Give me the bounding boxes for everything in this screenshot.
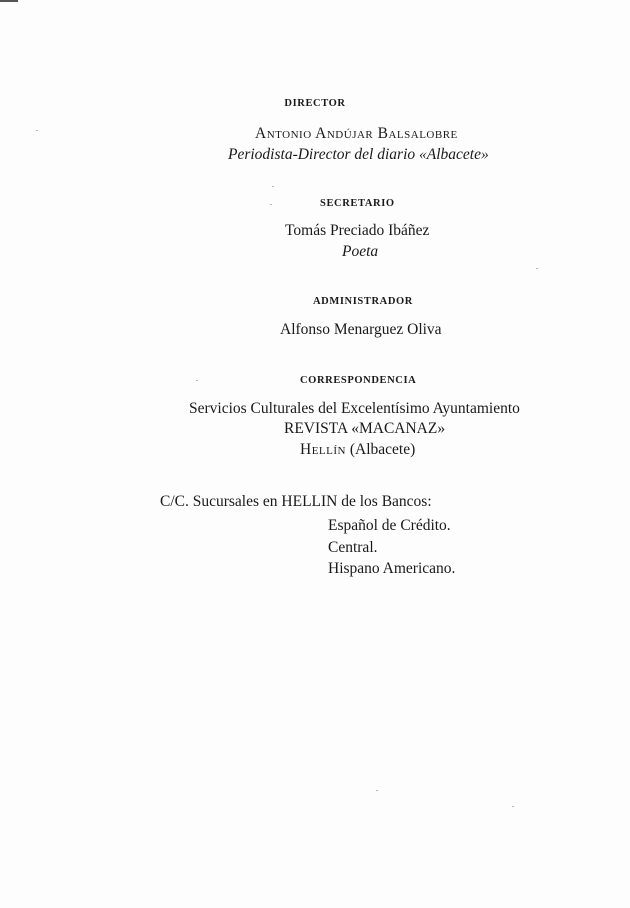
secretario-name: Tomás Preciado Ibáñez <box>285 222 430 239</box>
administrador-name: Alfonso Menarguez Oliva <box>280 321 442 338</box>
bank-list-item: Central. <box>328 539 378 556</box>
secretario-title: Poeta <box>342 243 379 260</box>
bancos-intro: C/C. Sucursales en HELLIN de los Bancos: <box>160 493 432 510</box>
scan-speck <box>36 130 38 131</box>
scan-speck <box>536 268 538 269</box>
city-name: Hellín <box>300 441 346 458</box>
secretario-heading: SECRETARIO <box>320 198 395 209</box>
scan-corner-mark <box>0 0 18 2</box>
administrador-heading: ADMINISTRADOR <box>313 296 413 307</box>
correspondencia-heading: CORRESPONDENCIA <box>300 375 417 386</box>
scan-speck <box>270 204 272 205</box>
scan-speck <box>272 186 274 187</box>
province-name: (Albacete) <box>349 441 416 458</box>
correspondencia-line1: Servicios Culturales del Excelentísimo Ayuntamiento <box>189 400 520 417</box>
scan-speck <box>376 790 378 791</box>
director-heading: DIRECTOR <box>284 98 346 109</box>
correspondencia-line3 <box>300 442 415 458</box>
scan-speck <box>196 380 198 381</box>
bank-list-item: Hispano Americano. <box>328 560 456 577</box>
correspondencia-line2: REVISTA «MACANAZ» <box>284 420 446 437</box>
bank-list-item: Español de Crédito. <box>328 517 451 534</box>
director-name: Antonio Andújar Balsalobre <box>255 125 458 142</box>
scan-speck <box>512 806 514 807</box>
director-title: Periodista-Director del diario «Albacete» <box>228 146 489 163</box>
